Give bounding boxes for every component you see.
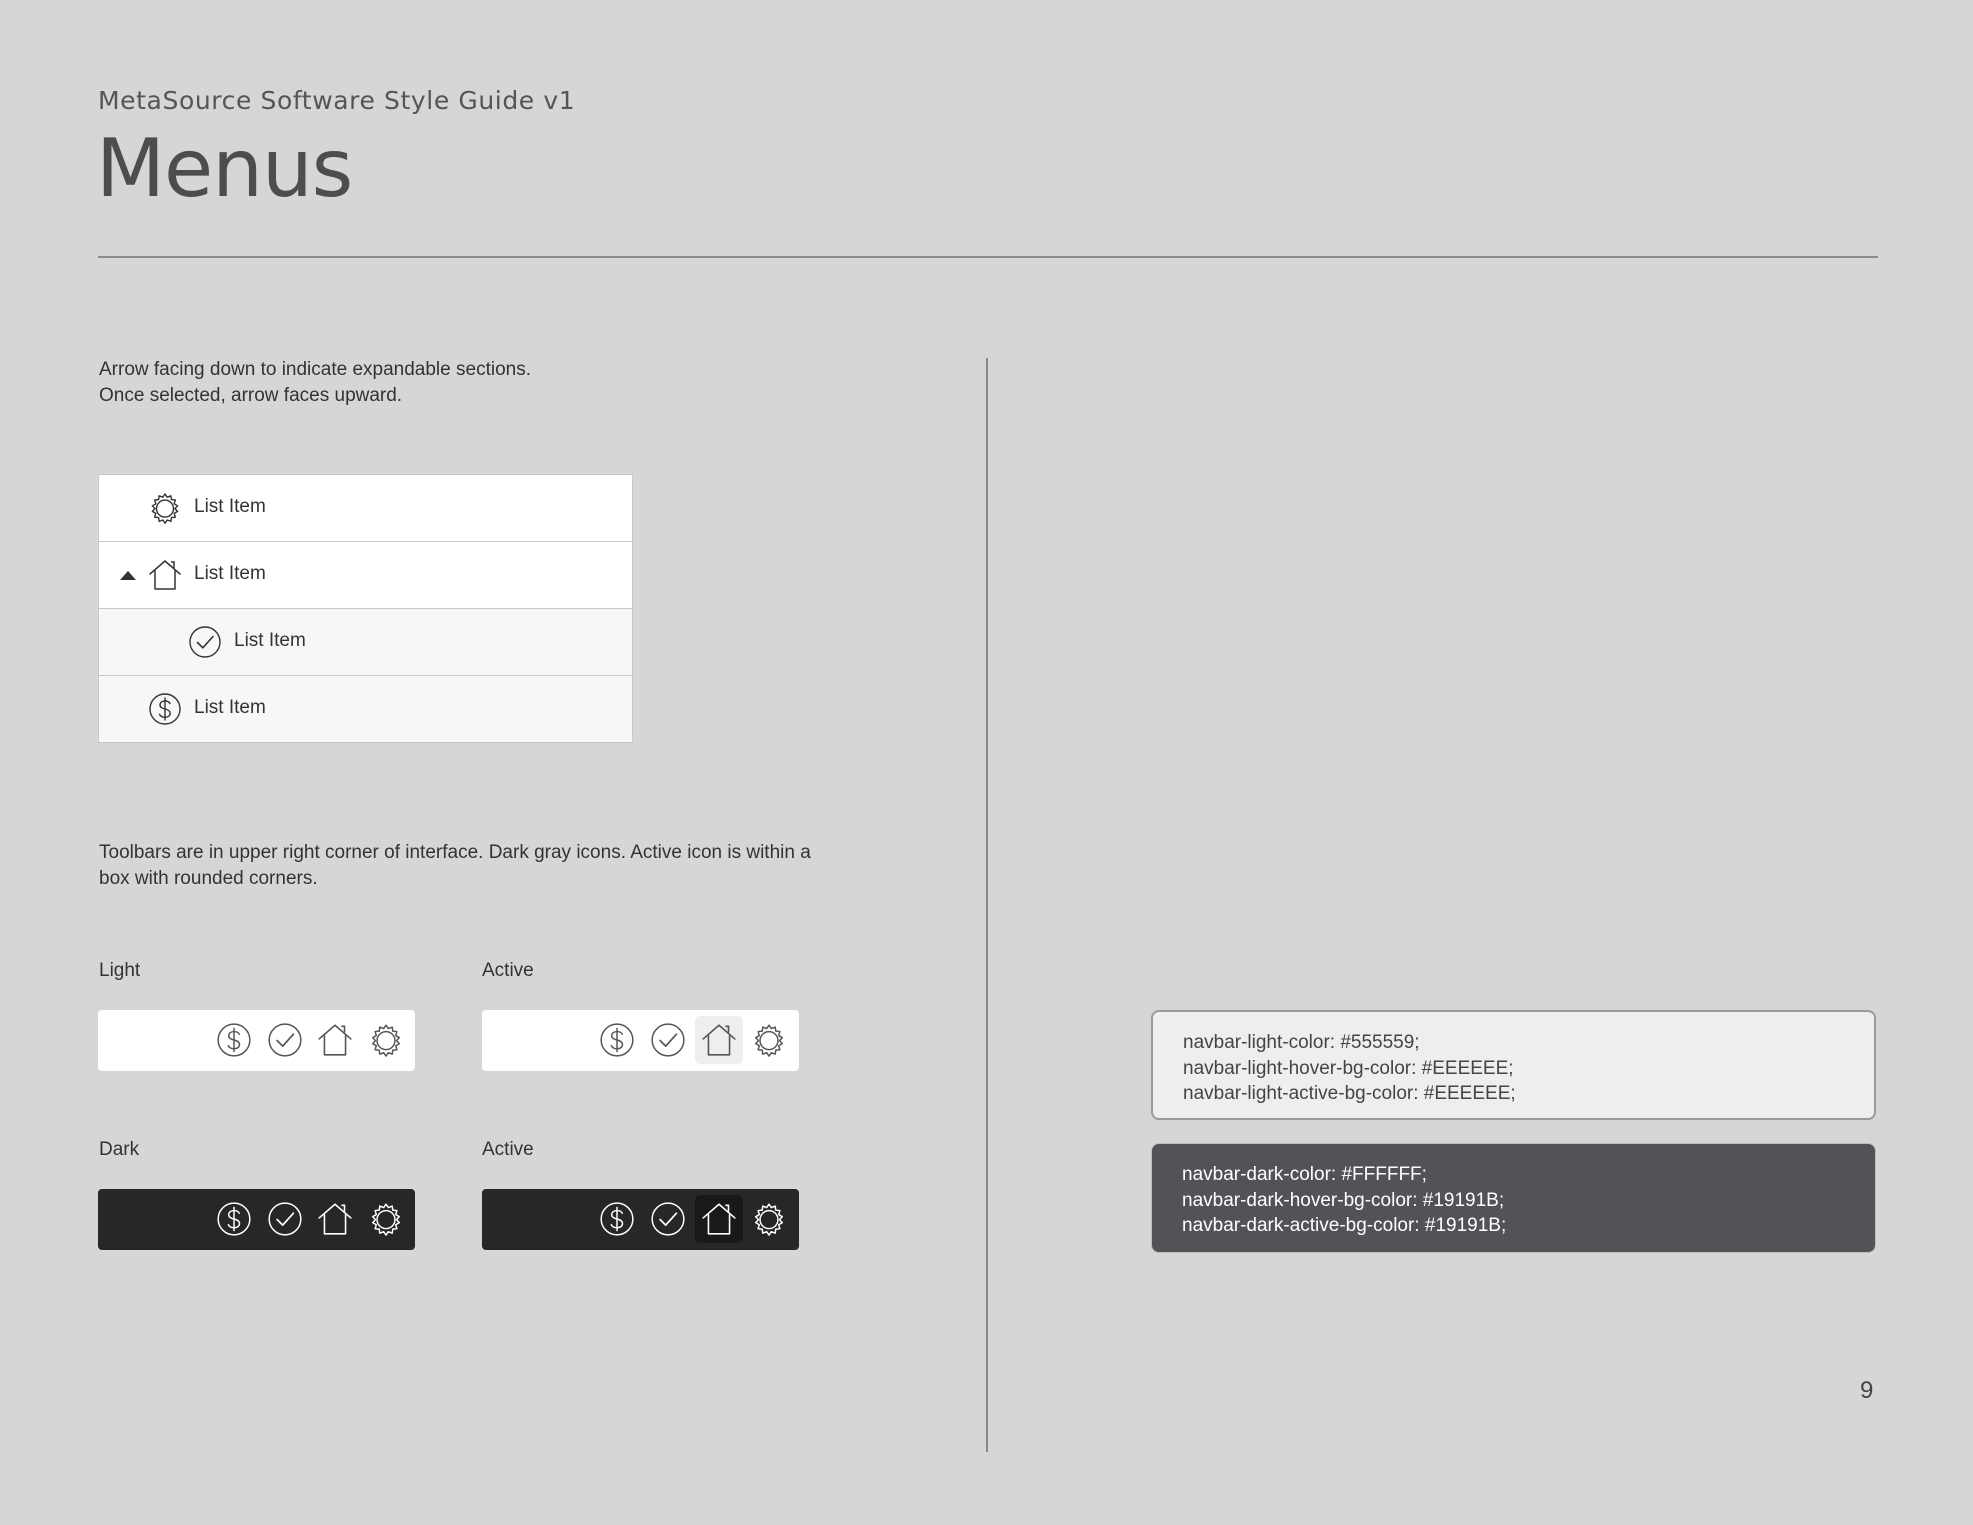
check-circle-icon[interactable] (644, 1195, 692, 1243)
dollar-circle-icon[interactable] (593, 1195, 641, 1243)
color-spec-line: navbar-light-color: #555559; (1183, 1032, 1420, 1053)
list-item-settings[interactable] (99, 475, 632, 542)
light-navbar-colors-box (1151, 1010, 1876, 1120)
dark-toolbar-label: Dark (99, 1139, 140, 1160)
home-icon[interactable] (695, 1016, 743, 1064)
color-spec-line: navbar-light-hover-bg-color: #EEEEEE; (1183, 1057, 1514, 1079)
toolbar-description (99, 840, 859, 892)
home-icon (147, 557, 183, 593)
list-item-label: List Item (234, 630, 306, 651)
home-icon[interactable] (311, 1016, 359, 1064)
light-toolbar-label: Light (99, 960, 141, 981)
check-circle-icon[interactable] (644, 1016, 692, 1064)
list-menu (98, 474, 633, 743)
menu-description (99, 357, 719, 409)
dollar-circle-icon (147, 691, 183, 727)
color-spec-line: navbar-light-active-bg-color: #EEEEEE; (1183, 1083, 1516, 1104)
toolbar-description-line: box with rounded corners. (99, 868, 318, 889)
light-toolbar (98, 1010, 415, 1071)
menu-description-line: Arrow facing down to indicate expandable sections. (99, 359, 531, 380)
page-number: 9 (1860, 1377, 1874, 1404)
color-spec-line: navbar-dark-active-bg-color: #19191B; (1182, 1215, 1507, 1236)
list-item-dollar[interactable] (99, 676, 632, 742)
light-active-toolbar (482, 1010, 799, 1071)
list-item-label: List Item (194, 697, 266, 718)
home-icon[interactable] (695, 1195, 743, 1243)
list-item-home[interactable] (99, 542, 632, 609)
menu-description-line: Once selected, arrow faces upward. (99, 385, 403, 406)
list-item-label: List Item (194, 563, 266, 584)
toolbar-description-line: Toolbars are in upper right corner of interface. Dark gray icons. Active icon is within a (99, 842, 811, 863)
dark-toolbar (98, 1189, 415, 1250)
caret-up-icon[interactable] (120, 571, 136, 580)
light-active-toolbar-label: Active (482, 960, 534, 981)
home-icon[interactable] (311, 1195, 359, 1243)
check-circle-icon (187, 624, 223, 660)
gear-icon[interactable] (362, 1195, 410, 1243)
page-title: Menus (96, 122, 353, 215)
color-spec-line: navbar-dark-hover-bg-color: #19191B; (1182, 1189, 1505, 1211)
color-spec-line: navbar-dark-color: #FFFFFF; (1182, 1164, 1427, 1185)
page-subtitle: MetaSource Software Style Guide v1 (98, 86, 576, 115)
gear-icon[interactable] (745, 1195, 793, 1243)
column-divider (986, 358, 988, 1452)
gear-icon (147, 490, 183, 526)
dark-active-toolbar-label: Active (482, 1139, 534, 1160)
header-rule (98, 256, 1878, 258)
list-sub-item-check[interactable] (99, 609, 632, 676)
check-circle-icon[interactable] (261, 1016, 309, 1064)
list-item-label: List Item (194, 496, 266, 517)
dollar-circle-icon[interactable] (210, 1016, 258, 1064)
check-circle-icon[interactable] (261, 1195, 309, 1243)
dark-active-toolbar (482, 1189, 799, 1250)
dollar-circle-icon[interactable] (593, 1016, 641, 1064)
gear-icon[interactable] (745, 1016, 793, 1064)
dark-navbar-colors-box (1151, 1143, 1876, 1253)
gear-icon[interactable] (362, 1016, 410, 1064)
dollar-circle-icon[interactable] (210, 1195, 258, 1243)
